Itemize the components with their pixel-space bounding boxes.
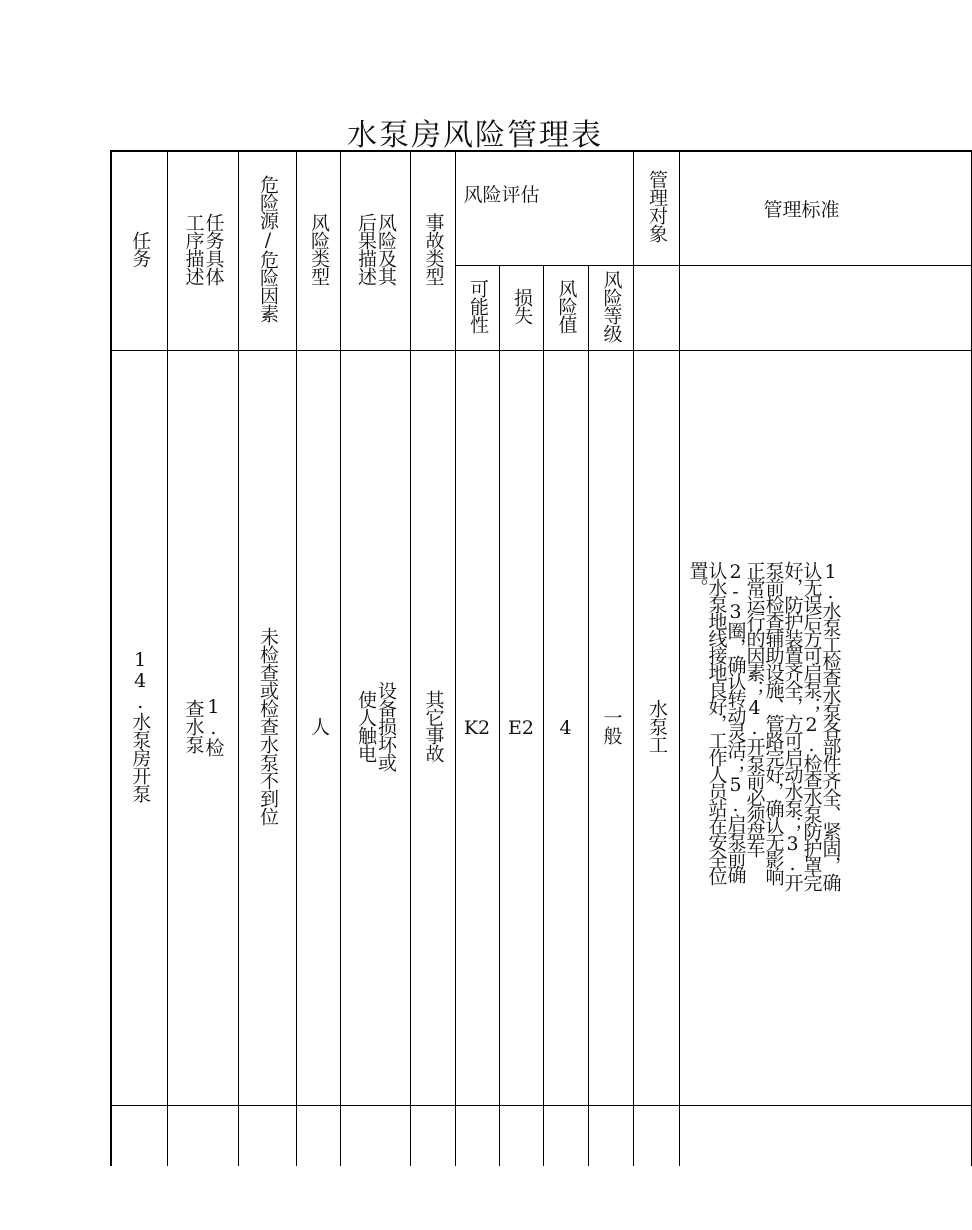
header-hazard: 危险源/危险因素 [238, 151, 296, 351]
cell-risk-type: 人 [296, 351, 340, 1106]
header-risk-eval: 风险评估 [455, 151, 633, 266]
header-possibility: 可能性 [455, 266, 499, 351]
header-risk-consequence: 风险及其后果描述 [340, 151, 410, 351]
next-row-cell [296, 1106, 340, 1167]
next-row-cell [588, 1106, 633, 1167]
header-risk-value: 风险值 [543, 266, 588, 351]
cell-accident-type: 其它事故 [410, 351, 455, 1106]
cell-risk-consequence: 设备损坏或使人触电 [340, 351, 410, 1106]
cell-mgmt-standard: 1.水泵工检查水泵各部件齐全、紧固，确认无误后方可启泵；2.检查水泵防护罩完好，防护装置齐全，方可启动水泵；3.开泵前检查辅助设施、管路完好，确认无影响正常运行的因素；4.开泵前必须盘车2-3圈，确认转动灵活；5.启泵前确认水泵地线接地良好，工作人员站在安全位置。 [679, 351, 971, 1106]
cell-loss: E2 [499, 351, 543, 1106]
next-row-cell [543, 1106, 588, 1167]
header-accident-type: 事故类型 [410, 151, 455, 351]
next-row-cell [499, 1106, 543, 1167]
header-mgmt-standard-sub [679, 266, 971, 351]
next-row-cell [679, 1106, 971, 1167]
next-row-cell [340, 1106, 410, 1167]
cell-task: 14.水泵房开泵 [111, 351, 167, 1106]
header-risk-type: 风险类型 [296, 151, 340, 351]
next-row-cell [238, 1106, 296, 1167]
cell-risk-value: 4 [543, 351, 588, 1106]
risk-table-viewport [110, 150, 842, 1120]
next-row-cell [633, 1106, 679, 1167]
header-loss: 损失 [499, 266, 543, 351]
next-row-cell [111, 1106, 167, 1167]
next-row-cell [167, 1106, 238, 1167]
header-task-desc: 任务具体工序描述 [167, 151, 238, 351]
header-risk-level: 风险等级 [588, 266, 633, 351]
cell-risk-level: 一般 [588, 351, 633, 1106]
risk-table [110, 150, 972, 1166]
cell-hazard: 未检查或检查水泵不到位 [238, 351, 296, 1106]
header-mgmt-object-sub [633, 266, 679, 351]
next-row-cell [410, 1106, 455, 1167]
cell-possibility: K2 [455, 351, 499, 1106]
page-title: 水泵房风险管理表 [347, 118, 603, 153]
cell-task-desc: 1.检查水泵 [167, 351, 238, 1106]
header-mgmt-object: 管理对象 [633, 151, 679, 266]
header-task: 任务 [111, 151, 167, 351]
next-row-cell [455, 1106, 499, 1167]
header-mgmt-standard: 管理标准 [679, 151, 971, 266]
cell-mgmt-object: 水泵工 [633, 351, 679, 1106]
